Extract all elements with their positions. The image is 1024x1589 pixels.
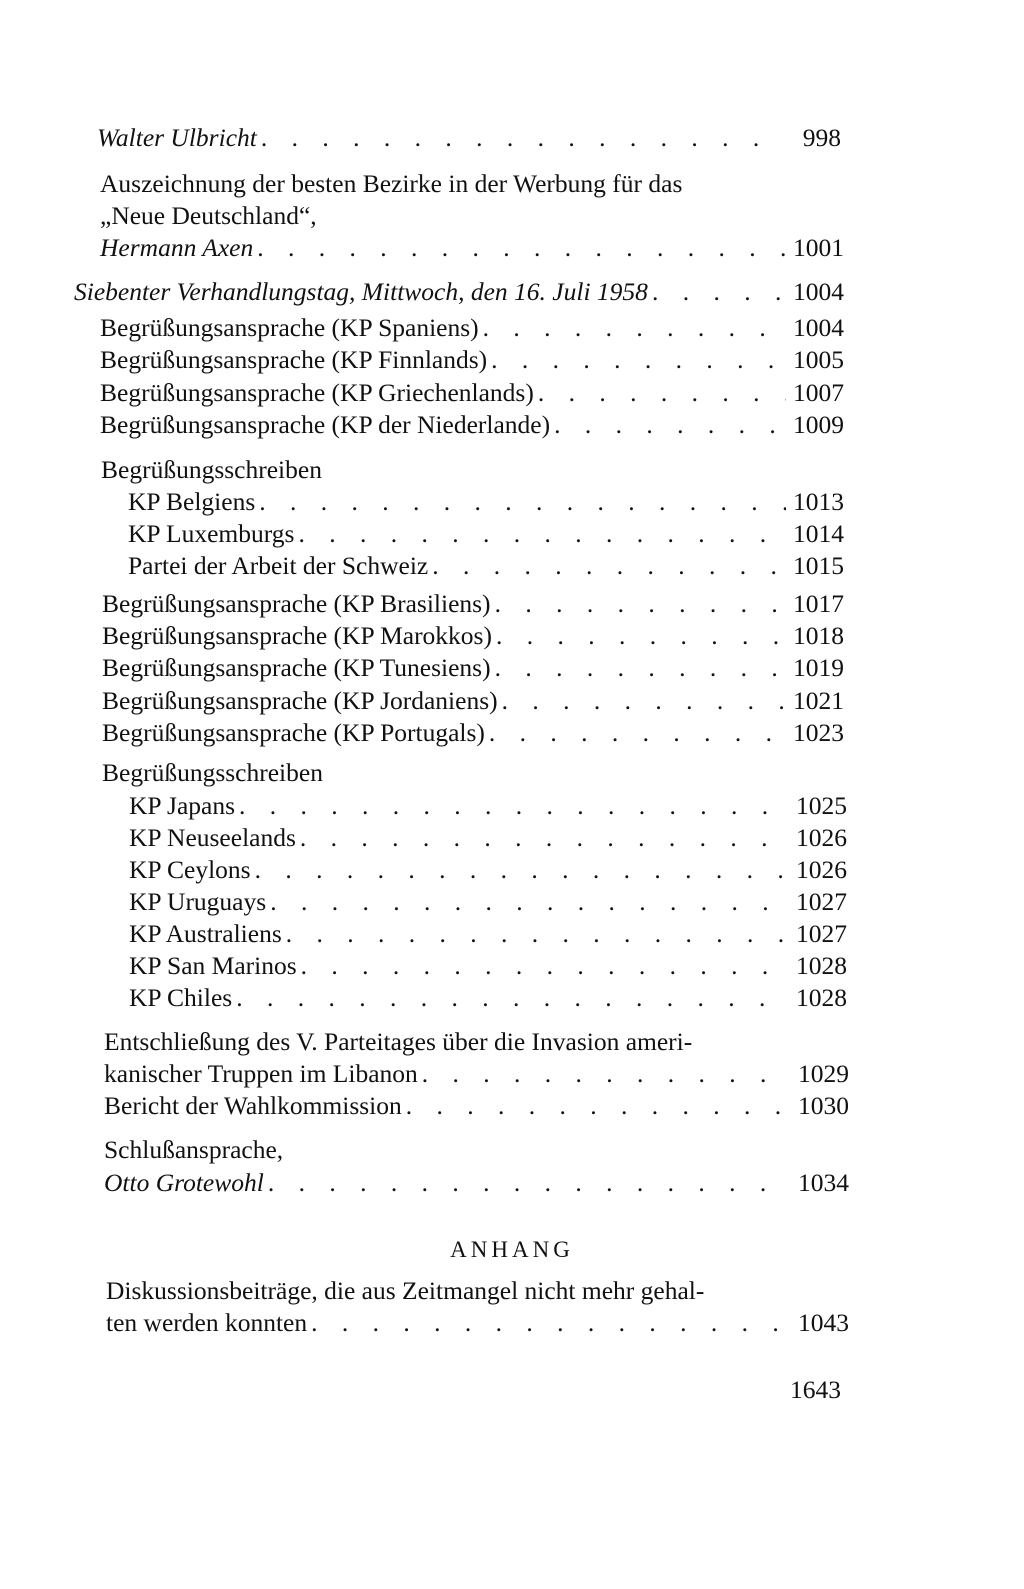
- toc-entry-text: KP Luxemburgs: [128, 519, 295, 548]
- toc-entry-page: 1043: [798, 1308, 849, 1337]
- toc-entry-page: 1027: [796, 919, 847, 948]
- dot-leader: [483, 312, 786, 344]
- toc-entry-text: Schlußansprache,: [104, 1135, 284, 1164]
- toc-entry-page: 1004: [793, 313, 844, 342]
- toc-entry-page: 1034: [798, 1168, 849, 1197]
- toc-entry-text: Begrüßungsansprache (KP der Niederlande): [100, 410, 551, 439]
- toc-entry: [100, 232, 844, 264]
- appendix-heading: ANHANG: [450, 1237, 574, 1262]
- dot-leader: [239, 790, 789, 822]
- toc-entry: [106, 1307, 849, 1339]
- toc-entry-text: „Neue Deutschland“,: [100, 201, 317, 230]
- dot-leader: [491, 344, 786, 376]
- toc-entry-page: 1025: [796, 791, 847, 820]
- toc-entry-text: Entschließung des V. Parteitages über die Invasion ameri-: [104, 1027, 693, 1056]
- toc-entry-page: 1014: [793, 519, 844, 548]
- toc-entry: [100, 377, 844, 409]
- toc-entry: [128, 486, 844, 518]
- dot-leader: [502, 685, 786, 717]
- toc-entry: [129, 982, 847, 1014]
- toc-entry: [100, 312, 844, 344]
- dot-leader: [286, 918, 789, 950]
- toc-entry-page: 1023: [793, 718, 844, 747]
- toc-entry-page: 1018: [793, 621, 844, 650]
- dot-leader: [422, 1058, 791, 1090]
- dot-leader: [495, 652, 786, 684]
- toc-entry: [128, 550, 844, 582]
- toc-entry-text: Begrüßungsschreiben: [102, 758, 323, 787]
- toc-entry-page: 1026: [796, 823, 847, 852]
- section-heading: [74, 276, 844, 308]
- toc-entry: [104, 1058, 849, 1090]
- toc-group-heading: [102, 757, 323, 789]
- toc-entry: [102, 588, 844, 620]
- toc-entry: [100, 168, 682, 200]
- dot-leader: [298, 518, 786, 550]
- toc-entry-text: Begrüßungsansprache (KP Brasiliens): [102, 589, 491, 618]
- toc-entry-text: Siebenter Verhandlungstag, Mittwoch, den 16. Juli 1958: [74, 277, 648, 306]
- dot-leader: [489, 717, 786, 749]
- toc-entry-text: kanischer Truppen im Libanon: [104, 1059, 418, 1088]
- dot-leader: [255, 854, 789, 886]
- toc-entry: [129, 886, 847, 918]
- dot-leader: [554, 409, 786, 441]
- toc-entry: [102, 652, 844, 684]
- toc-entry: [129, 918, 847, 950]
- dot-leader: [432, 550, 786, 582]
- toc-entry-page: 1029: [798, 1059, 849, 1088]
- toc-entry-text: Walter Ulbricht: [97, 123, 257, 152]
- toc-entry-text: Bericht der Wahlkommission: [104, 1091, 402, 1120]
- dot-leader: [406, 1090, 791, 1122]
- dot-leader: [311, 1307, 791, 1339]
- toc-entry-text: KP Neuseelands: [129, 823, 296, 852]
- toc-entry-page: 1030: [798, 1091, 849, 1120]
- toc-entry: [102, 685, 844, 717]
- toc-entry-text: Otto Grotewohl: [104, 1168, 264, 1197]
- toc-entry-page: 1019: [793, 653, 844, 682]
- toc-entry: [129, 950, 847, 982]
- toc-entry-text: Begrüßungsansprache (KP Marokkos): [102, 621, 492, 650]
- toc-entry: [100, 344, 844, 376]
- toc-entry-page: 1015: [793, 551, 844, 580]
- toc-entry: [129, 854, 847, 886]
- dot-leader: [652, 276, 786, 308]
- toc-entry-text: Begrüßungsansprache (KP Portugals): [102, 718, 485, 747]
- toc-entry-page: 1009: [793, 410, 844, 439]
- toc-entry-text: Auszeichnung der besten Bezirke in der Werbung für das: [100, 169, 683, 198]
- toc-entry-text: ten werden konnten: [106, 1308, 308, 1337]
- toc-entry-page: 1027: [796, 887, 847, 916]
- toc-entry-page: 1026: [796, 855, 847, 884]
- toc-entry: [129, 822, 847, 854]
- toc-entry-page: 1013: [793, 487, 844, 516]
- toc-entry: [100, 200, 317, 232]
- toc-entry-text: Begrüßungsschreiben: [101, 455, 322, 484]
- toc-entry-page: 1028: [796, 983, 847, 1012]
- toc-entry-text: KP San Marinos: [129, 951, 297, 980]
- dot-leader: [236, 982, 789, 1014]
- dot-leader: [300, 822, 789, 854]
- toc-entry: [129, 790, 847, 822]
- toc-entry-text: KP Japans: [129, 791, 236, 820]
- toc-entry-text: KP Ceylons: [129, 855, 251, 884]
- toc-entry-page: 1017: [793, 589, 844, 618]
- toc-entry-text: Begrüßungsansprache (KP Finnlands): [100, 345, 488, 374]
- toc-entry-page: 1007: [793, 378, 844, 407]
- toc-entry: [104, 1090, 849, 1122]
- page-number: 1643: [790, 1375, 841, 1404]
- toc-entry-text: Begrüßungsansprache (KP Tunesiens): [102, 653, 491, 682]
- dot-leader: [538, 377, 786, 409]
- toc-entry: [100, 409, 844, 441]
- toc-entry-page: 1004: [793, 277, 844, 306]
- toc-entry-text: Partei der Arbeit der Schweiz: [128, 551, 429, 580]
- toc-entry: [106, 1275, 704, 1307]
- toc-entry-text: Hermann Axen: [100, 233, 254, 262]
- dot-leader: [261, 122, 783, 154]
- dot-leader: [495, 588, 786, 620]
- toc-entry: [104, 1167, 849, 1199]
- dot-leader: [301, 950, 789, 982]
- toc-entry-text: Begrüßungsansprache (KP Jordaniens): [102, 686, 498, 715]
- toc-entry-text: KP Belgiens: [128, 487, 256, 516]
- dot-leader: [268, 1167, 791, 1199]
- dot-leader: [270, 886, 789, 918]
- toc-entry-page: 998: [802, 123, 841, 152]
- toc-entry: [128, 518, 844, 550]
- toc-entry: [104, 1134, 283, 1166]
- toc-entry-page: 1028: [796, 951, 847, 980]
- toc-entry-page: 1021: [793, 686, 844, 715]
- toc-entry: [102, 620, 844, 652]
- dot-leader: [259, 486, 786, 518]
- dot-leader: [257, 232, 786, 264]
- toc-entry-text: KP Uruguays: [129, 887, 267, 916]
- toc-entry-text: KP Australiens: [129, 919, 282, 948]
- toc-entry-text: Diskussionsbeiträge, die aus Zeitmangel nicht mehr gehal-: [106, 1276, 705, 1305]
- toc-entry-text: Begrüßungsansprache (KP Griechenlands): [100, 378, 534, 407]
- toc-entry-page: 1001: [793, 233, 844, 262]
- toc-entry: [102, 717, 844, 749]
- toc-entry: [97, 122, 841, 154]
- dot-leader: [496, 620, 786, 652]
- toc-entry-text: Begrüßungsansprache (KP Spaniens): [100, 313, 479, 342]
- toc-entry-text: KP Chiles: [129, 983, 233, 1012]
- toc-entry: [104, 1026, 692, 1058]
- toc-group-heading: [101, 454, 322, 486]
- toc-entry-page: 1005: [793, 345, 844, 374]
